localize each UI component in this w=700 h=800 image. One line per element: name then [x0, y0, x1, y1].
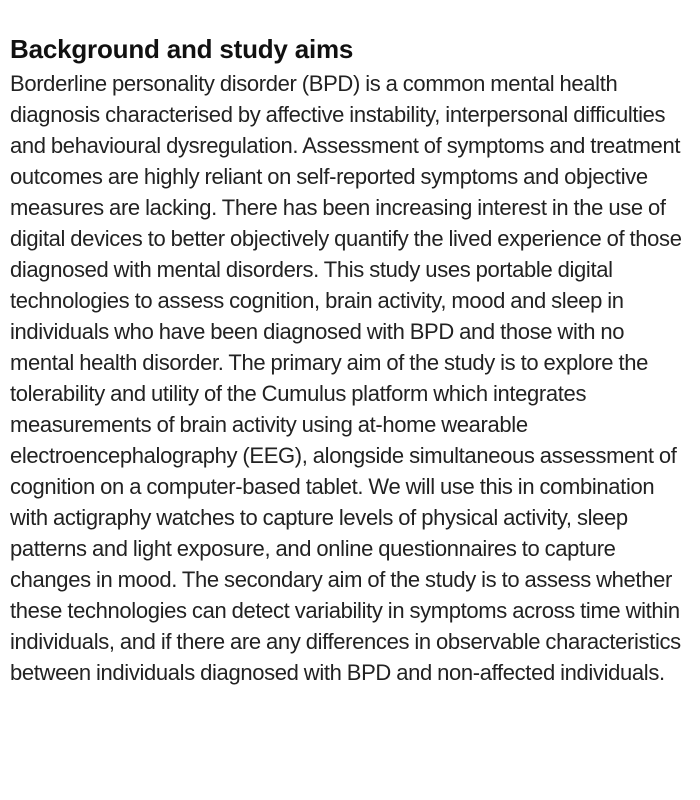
section-paragraph: Borderline personality disorder (BPD) is a common mental health diagnosis characterised by affective instability, interpersonal difficulties and behavioural dysregulation. Assessment of symptoms and treatment outcomes are highly reliant on self-reported symptoms and objective measures are lacking. There has been increasing interest in the use of digital devices to better objectively quantify the lived experience of those diagnosed with mental disorders. This study uses portable digital technologies to assess cognition, brain activity, mood and sleep in individuals who have been diagnosed with BPD and those with no mental health disorder. The primary aim of the study is to explore the tolerability and utility of the Cumulus platform which integrates measurements of brain activity using at-home wearable electroencephalography (EEG), alongside simultaneous assessment of cognition on a computer-based tablet. We will use this in combination with actigraphy watches to capture levels of physical activity, sleep patterns and light exposure, and online questionnaires to capture changes in mood. The secondary aim of the study is to assess whether these technologies can detect variability in symptoms across time within individuals, and if there are any differences in observable characteristics between individuals diagnosed with BPD and non-affected individuals.	[10, 71, 682, 685]
section-title: Background and study aims	[10, 34, 354, 64]
